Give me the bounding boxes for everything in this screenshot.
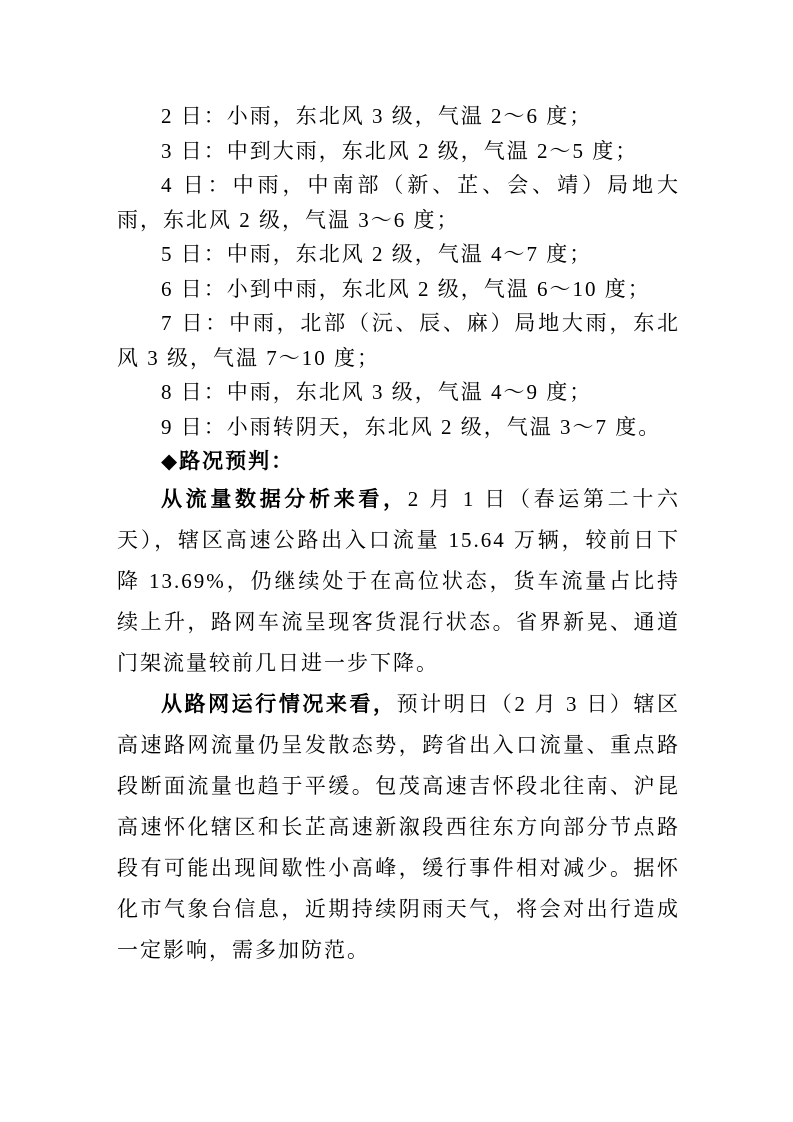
road-condition-paragraph: [117, 479, 680, 684]
paragraph-body-text: 预计明日（2 月 3 日）辖区高速路网流量仍呈发散态势，跨省出入口流量、重点路段断面流量也趋于平缓。包茂高速吉怀段北往南、沪昆高速怀化辖区和长芷高速新溆段西往东方向部分节点路段有可能出现间歇性小高峰，缓行事件相对减少。据怀化市气象台信息，近期持续阴雨天气，将会对出行造成一定影响，需多加防范。: [117, 692, 681, 962]
paragraph-lead-bold: 从路网运行情况来看，: [161, 692, 397, 716]
weather-forecast-line: 9 日：小雨转阴天，东北风 2 级，气温 3～7 度。: [161, 414, 662, 439]
weather-forecast-line: 3 日：中到大雨，东北风 2 级，气温 2～5 度；: [161, 138, 639, 163]
weather-forecast-list: [117, 99, 680, 444]
weather-forecast-line: 4 日：中雨，中南部（新、芷、会、靖）局地大雨，东北风 2 级，气温 3～6 度；: [117, 173, 680, 232]
road-condition-heading: ◆路况预判：: [161, 449, 295, 473]
road-condition-paragraph: [117, 684, 680, 971]
weather-forecast-line: 5 日：中雨，东北风 2 级，气温 4～7 度；: [161, 242, 593, 266]
weather-forecast-line: 6 日：小到中雨，东北风 2 级，气温 6～10 度；: [161, 276, 651, 301]
weather-forecast-line: 2 日：小雨，东北风 3 级，气温 2～6 度；: [161, 104, 593, 128]
road-condition-paragraphs: [117, 479, 680, 971]
paragraph-lead-bold: 从流量数据分析来看，: [161, 487, 408, 511]
weather-forecast-line: 7 日：中雨，北部（沅、辰、麻）局地大雨，东北风 3 级，气温 7～10 度；: [117, 311, 680, 370]
weather-forecast-line: 8 日：中雨，东北风 3 级，气温 4～9 度；: [161, 380, 593, 404]
paragraph-body-text: 2 月 1 日（春运第二十六天），辖区高速公路出入口流量 15.64 万辆，较前日下降 13.69%，仍继续处于在高位状态，货车流量占比持续上升，路网车流呈现客货混行状态。省界新晃、通道门架流量较前几日进一步下降。: [117, 487, 681, 675]
